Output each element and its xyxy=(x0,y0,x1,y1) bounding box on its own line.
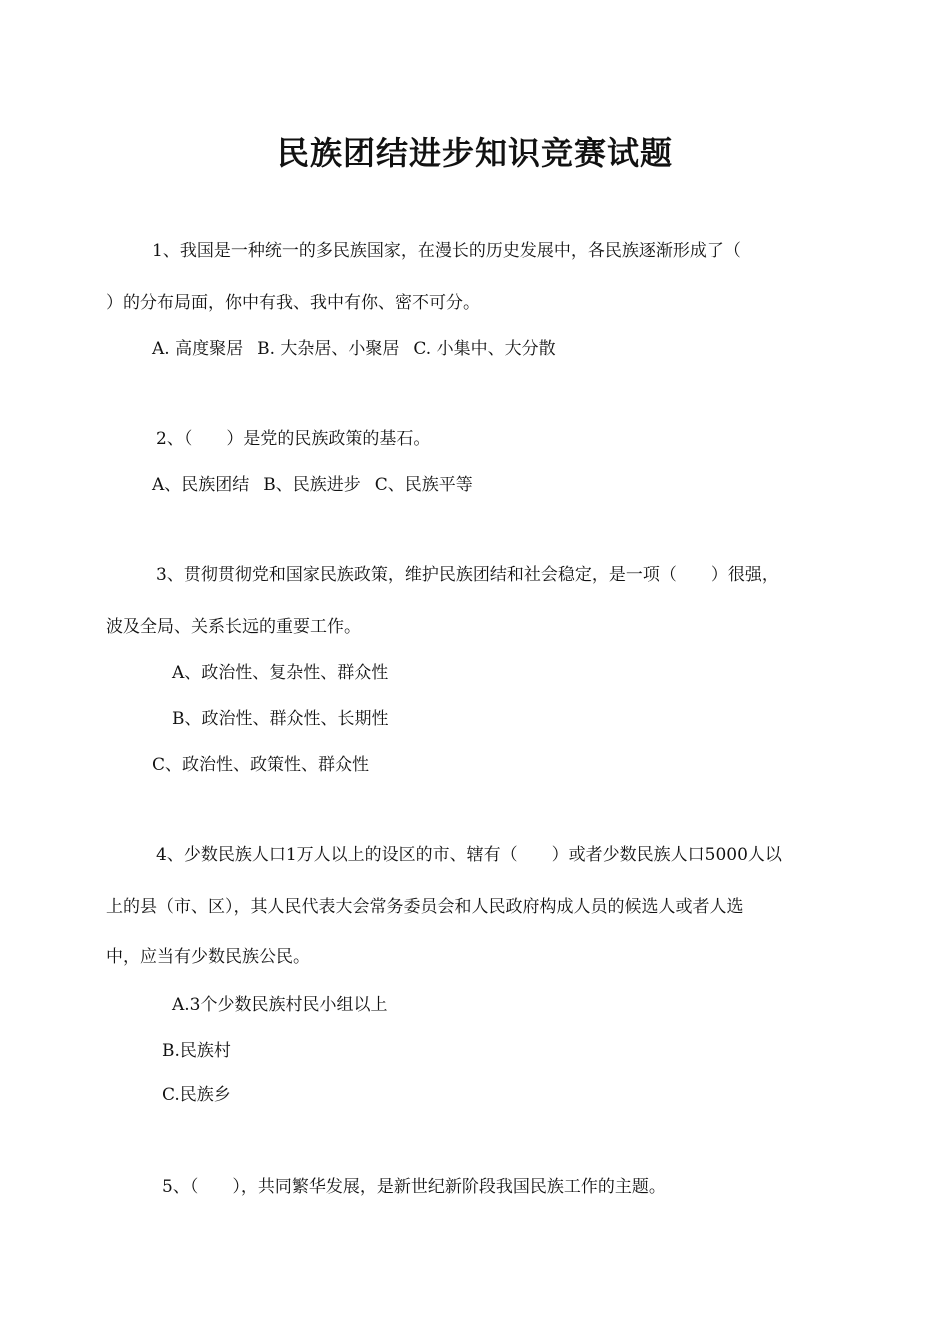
question-3-option-c: C、政治性、政策性、群众性 xyxy=(152,755,370,775)
question-2-options xyxy=(152,474,487,496)
option-b: B. 大杂居、小聚居 xyxy=(257,339,400,359)
question-4-option-c: C.民族乡 xyxy=(162,1085,231,1105)
question-5-line-1: 5、（ ），共同繁华发展，是新世纪新阶段我国民族工作的主题。 xyxy=(162,1177,666,1197)
option-a: A、民族团结 xyxy=(152,475,250,495)
question-4-line-1: 4、少数民族人口1万人以上的设区的市、辖有（ ）或者少数民族人口5000人以 xyxy=(156,845,782,865)
option-c: C. 小集中、大分散 xyxy=(413,339,556,359)
question-4-option-b: B.民族村 xyxy=(162,1041,231,1061)
option-b: B、民族进步 xyxy=(263,475,361,495)
question-3-line-1: 3、贯彻贯彻党和国家民族政策，维护民族团结和社会稳定，是一项（ ）很强， xyxy=(156,565,779,585)
question-4-line-3: 中，应当有少数民族公民。 xyxy=(106,947,310,967)
page-title: 民族团结进步知识竞赛试题 xyxy=(276,134,673,172)
question-2-line-1: 2、（ ）是党的民族政策的基石。 xyxy=(156,429,431,449)
option-c: C、民族平等 xyxy=(374,475,473,495)
question-4-line-2: 上的县（市、区），其人民代表大会常务委员会和人民政府构成人员的候选人或者人选 xyxy=(106,897,744,917)
option-a: A. 高度聚居 xyxy=(152,339,244,359)
question-3-option-b: B、政治性、群众性、长期性 xyxy=(172,709,389,729)
question-3-option-a: A、政治性、复杂性、群众性 xyxy=(172,663,389,683)
question-3-line-2: 波及全局、关系长远的重要工作。 xyxy=(106,617,361,637)
question-1-options xyxy=(152,338,570,360)
question-1-line-2: ）的分布局面，你中有我、我中有你、密不可分。 xyxy=(106,293,480,313)
question-4-option-a: A.3个少数民族村民小组以上 xyxy=(172,995,388,1015)
question-1-line-1: 1、我国是一种统一的多民族国家，在漫长的历史发展中，各民族逐渐形成了（ xyxy=(152,241,741,261)
